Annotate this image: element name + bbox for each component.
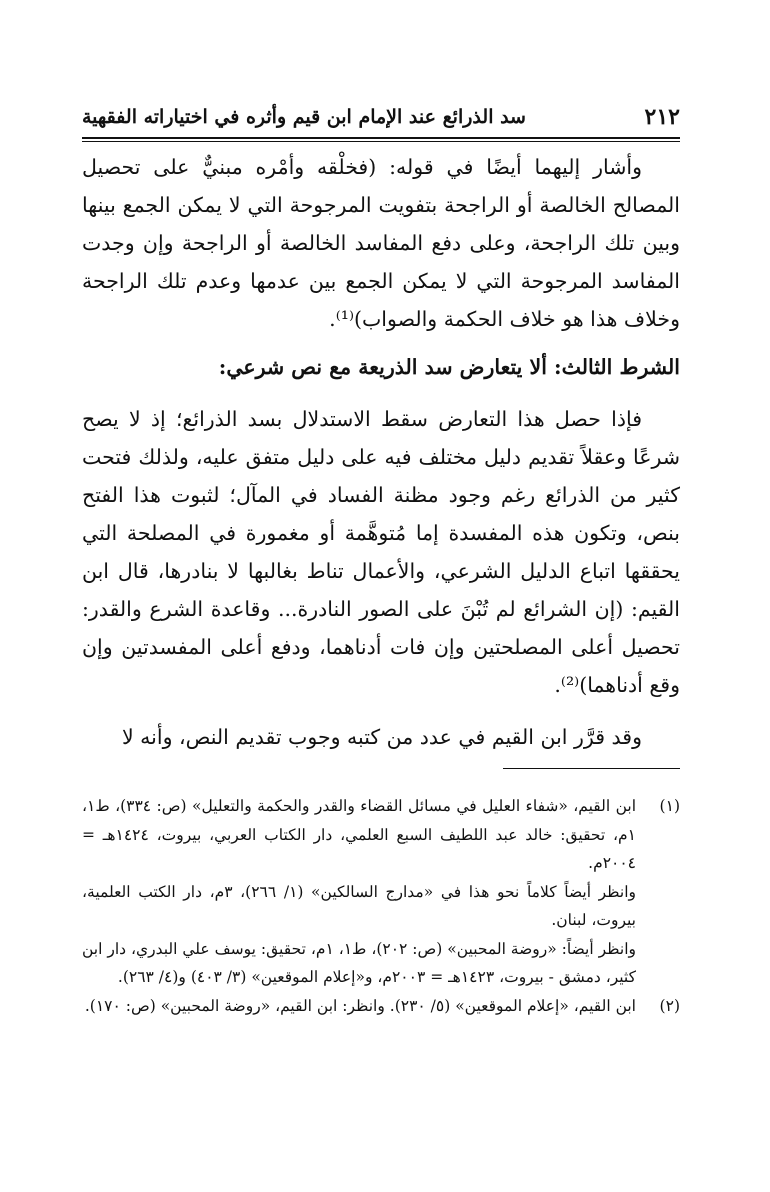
footnote-line: ابن القيم، «شفاء العليل في مسائل القضاء والقدر والحكمة والتعليل» (ص: ٣٣٤)، ط١، ١م، تحقيق: خالد عبد اللطيف السبع العلمي، دار الكتاب العربي، بيروت، ١٤٢٤هـ = ٢٠٠٤م. [82,797,637,872]
footnotes [82,792,680,1020]
footnote-line: ابن القيم، «إعلام الموقعين» (٥/ ٢٣٠). وانظر: ابن القيم، «روضة المحبين» (ص: ١٧٠). [84,996,636,1015]
section-heading [82,348,680,386]
section-label: الشرط الثالث: [554,355,680,379]
main-text [82,148,680,756]
page-number: ٢١٢ [644,104,680,130]
running-title: سد الذرائع عند الإمام ابن قيم وأثره في اختياراته الفقهية [82,106,526,128]
header-rule [82,137,680,142]
footnote-line: وانظر أيضاً كلاماً نحو هذا في «مدارج السالكين» (١/ ٢٦٦)، ٣م، دار الكتب العلمية، بيروت، لبنان. [82,882,636,929]
paragraph: فإذا حصل هذا التعارض سقط الاستدلال بسد الذرائع؛ إذ لا يصح شرعًا وعقلاً تقديم دليل مختلف فيه على دليل متفق عليه، ولذلك فتحت كثير من الذرائع رغم وجود مظنة الفساد في المآل؛ لثبوت هذا الفتح بنص، وتكون هذه المفسدة إما مُتوهَّمة أو مغمورة في المصلحة التي يحققها اتباع الدليل الشرعي، والأعمال تناط بغالبها لا بنادرها، قال ابن القيم: (إن الشرائع لم تُبْنَ على الصور النادرة... وقاعدة الشرع والقدر: تحصيل أعلى المصلحتين وإن فات أدناهما، ودفع أعلى المفسدتين وإن وقع أدناهما)⁽²⁾. [82,407,680,697]
footnote [82,792,680,992]
paragraph: وأشار إليهما أيضًا في قوله: (فخلْقه وأمْره مبنيٌّ على تحصيل المصالح الخالصة أو الراجحة بتفويت المرجوحة التي لا يمكن الجمع بينها وبين تلك الراجحة، وعلى دفع المفاسد الخالصة أو الراجحة وإن وجدت المفاسد المرجوحة التي لا يمكن الجمع بين عدمها وعدم تلك الراجحة وخلاف هذا هو خلاف الحكمة والصواب)⁽¹⁾. [82,155,680,331]
footnote-body [82,792,636,992]
footnote-marker: (٢) [659,996,680,1015]
section-title: ألا يتعارض سد الذريعة مع نص شرعي: [218,355,547,379]
footnote-separator [503,768,680,769]
footnote [82,992,680,1021]
footnote-marker: (١) [659,797,680,815]
footnote-line: وانظر أيضاً: «روضة المحبين» (ص: ٢٠٢)، ط١، ١م، تحقيق: يوسف علي البدري، دار ابن كثير، دمشق - بيروت، ١٤٢٣هـ = ٢٠٠٣م، و«إعلام الموقعين» (٣/ ٤٠٣) و(٤/ ٢٦٣). [82,939,636,986]
paragraph: وقد قرَّر ابن القيم في عدد من كتبه وجوب تقديم النص، وأنه لا [121,725,642,749]
footnote-body [82,992,636,1021]
page-header [82,96,680,136]
